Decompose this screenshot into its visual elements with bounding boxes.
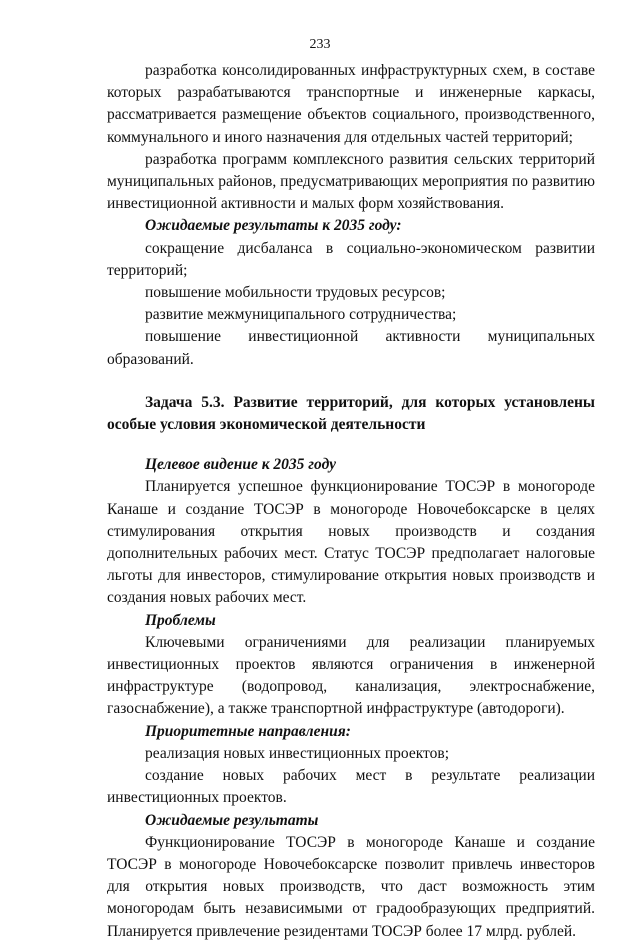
paragraph: разработка программ комплексного развития сельских территорий муниципальных районов, предусматривающих мероприятия по развитию инвестиционной активности и малых форм хозяйствования. (107, 150, 595, 213)
list-item: развитие межмуниципального сотрудничества; (145, 306, 457, 324)
list-item: реализация новых инвестиционных проектов; (145, 744, 449, 762)
list-item: повышение инвестиционной активности муниципальных образований. (107, 328, 595, 368)
paragraph: Функционирование ТОСЭР в моногороде Канаше и создание ТОСЭР в моногороде Новочебоксарске позволит привлечь инвесторов для открытия новых производств, что даст возможность этим моногородам быть независимыми от градообразующих предприятий. Планируется привлечение резидентами ТОСЭР более 17 млрд. рублей. (107, 833, 595, 940)
paragraph: разработка консолидированных инфраструктурных схем, в составе которых разрабатываются транспортные и инженерные каркасы, рассматривается размещение объектов социального, производственного, коммунального и иного назначения для отдельных частей территорий; (107, 62, 595, 146)
section-heading-task-5-3: Задача 5.3. Развитие территорий, для которых установлены особые условия экономической деятельности (107, 393, 595, 434)
list-item: повышение мобильности трудовых ресурсов; (145, 284, 446, 302)
paragraph: Ключевыми ограничениями для реализации планируемых инвестиционных проектов являются ограничения в инженерной инфраструктуре (водопровод, канализация, электроснабжение, газоснабжение), а также транспортной инфраструктуре (автодороги). (107, 633, 595, 718)
page-content (107, 60, 595, 943)
subheading-expected-results: Ожидаемые результаты (145, 811, 319, 829)
paragraph: Планируется успешное функционирование ТОСЭР в моногороде Канаше и создание ТОСЭР в моногороде Новочебоксарске в целях стимулирования открытия новых производств и создания дополнительных рабочих мест. Статус ТОСЭР предполагает налоговые льготы для инвесторов, стимулирование открытия новых производств и создания новых рабочих мест. (107, 478, 595, 607)
list-item: создание новых рабочих мест в результате реализации инвестиционных проектов. (107, 767, 595, 807)
subheading-target-vision: Целевое видение к 2035 году (145, 456, 336, 474)
list-item: сокращение дисбаланса в социально-экономическом развитии территорий; (107, 239, 595, 279)
subheading-expected-results-2035: Ожидаемые результаты к 2035 году: (145, 217, 402, 235)
page-number: 233 (309, 37, 331, 52)
subheading-priority-directions: Приоритетные направления: (145, 722, 351, 740)
subheading-problems: Проблемы (145, 611, 216, 629)
